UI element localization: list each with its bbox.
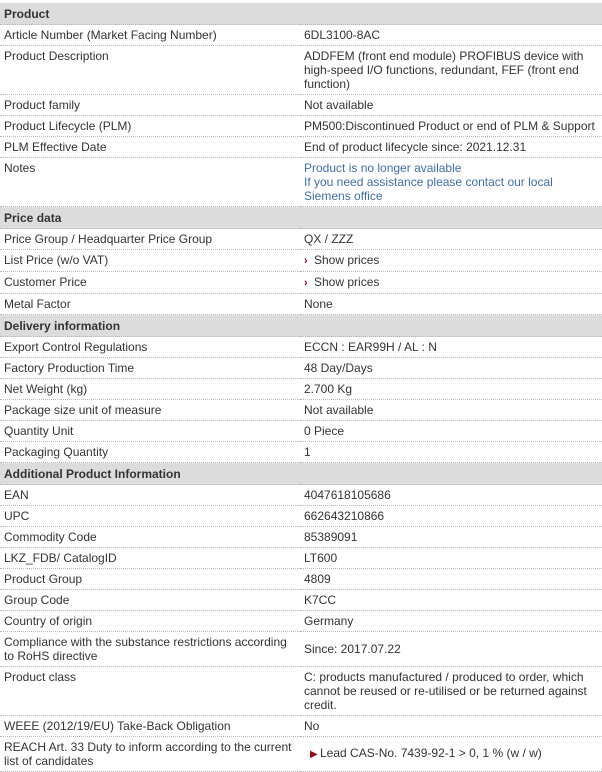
contact-siemens-office-link[interactable]: If you need assistance please contact our local Siemens office [304, 175, 553, 203]
row-product-description [0, 46, 602, 95]
price-group-value: QX / ZZZ [300, 229, 602, 250]
rohs-compliance-value: Since: 2017.07.22 [300, 632, 602, 667]
country-of-origin-value: Germany [300, 611, 602, 632]
row-metal-factor [0, 294, 602, 315]
article-number-value: 6DL3100-8AC [300, 25, 602, 46]
row-label: Product family [0, 95, 300, 116]
triangle-right-icon: ▶ [310, 749, 318, 760]
metal-factor-value: None [300, 294, 602, 315]
row-net-weight [0, 379, 602, 400]
list-price-value [300, 250, 602, 272]
row-label: Price Group / Headquarter Price Group [0, 229, 300, 250]
notes-value [300, 158, 602, 207]
product-description-value: ADDFEM (front end module) PROFIBUS device with high-speed I/O functions, redundant, FEF (front end function) [300, 46, 602, 95]
reach-value [300, 737, 602, 772]
row-label: LKZ_FDB/ CatalogID [0, 548, 300, 569]
row-country-of-origin [0, 611, 602, 632]
commodity-code-value: 85389091 [300, 527, 602, 548]
row-packaging-quantity [0, 442, 602, 463]
customer-price-value [300, 272, 602, 294]
row-label: Group Code [0, 590, 300, 611]
row-weee [0, 716, 602, 737]
row-label: List Price (w/o VAT) [0, 250, 300, 272]
row-product-lifecycle [0, 116, 602, 137]
row-list-price [0, 250, 602, 272]
row-label: Product Lifecycle (PLM) [0, 116, 300, 137]
weee-value: No [300, 716, 602, 737]
product-lifecycle-value: PM500:Discontinued Product or end of PLM & Support [300, 116, 602, 137]
no-longer-available-link[interactable]: Product is no longer available [304, 161, 462, 175]
chevron-right-icon: › [304, 277, 308, 289]
row-commodity-code [0, 527, 602, 548]
link-label: Show prices [314, 253, 380, 267]
row-ean [0, 485, 602, 506]
row-label: Factory Production Time [0, 358, 300, 379]
row-upc [0, 506, 602, 527]
row-label: REACH Art. 33 Duty to inform according to the current list of candidates [0, 737, 300, 772]
factory-production-time-value: 48 Day/Days [300, 358, 602, 379]
product-class-value: C: products manufactured / produced to order, which cannot be reused or re-utilised or be returned against credit. [300, 667, 602, 716]
row-rohs-compliance [0, 632, 602, 667]
row-article-number [0, 25, 602, 46]
row-label: Product Group [0, 569, 300, 590]
plm-effective-date-value: End of product lifecycle since: 2021.12.31 [300, 137, 602, 158]
show-list-prices-link[interactable] [304, 253, 379, 267]
row-label: Article Number (Market Facing Number) [0, 25, 300, 46]
package-size-value: Not available [300, 400, 602, 421]
row-label: Customer Price [0, 272, 300, 294]
section-header-price-data [0, 207, 602, 229]
row-price-group [0, 229, 602, 250]
catalog-id-value: LT600 [300, 548, 602, 569]
section-title: Product [0, 3, 602, 25]
row-export-control [0, 337, 602, 358]
product-family-value: Not available [300, 95, 602, 116]
row-label: Country of origin [0, 611, 300, 632]
row-label: Export Control Regulations [0, 337, 300, 358]
row-label: Quantity Unit [0, 421, 300, 442]
row-product-class [0, 667, 602, 716]
chevron-right-icon: › [304, 255, 308, 267]
reach-info-link[interactable] [310, 746, 542, 760]
group-code-value: K7CC [300, 590, 602, 611]
row-label: Net Weight (kg) [0, 379, 300, 400]
row-label: UPC [0, 506, 300, 527]
net-weight-value: 2.700 Kg [300, 379, 602, 400]
row-label: Metal Factor [0, 294, 300, 315]
row-reach [0, 737, 602, 772]
row-notes [0, 158, 602, 207]
section-header-delivery-information [0, 315, 602, 337]
section-header-additional-product-information [0, 463, 602, 485]
packaging-quantity-value: 1 [300, 442, 602, 463]
upc-value: 662643210866 [300, 506, 602, 527]
row-product-family [0, 95, 602, 116]
section-title: Additional Product Information [0, 463, 602, 485]
quantity-unit-value: 0 Piece [300, 421, 602, 442]
section-header-product [0, 3, 602, 25]
export-control-value: ECCN : EAR99H / AL : N [300, 337, 602, 358]
show-customer-prices-link[interactable] [304, 275, 379, 289]
row-label: Product Description [0, 46, 300, 95]
row-label: PLM Effective Date [0, 137, 300, 158]
row-product-group [0, 569, 602, 590]
row-label: Product class [0, 667, 300, 716]
row-label: EAN [0, 485, 300, 506]
link-label: Show prices [314, 275, 380, 289]
row-label: Notes [0, 158, 300, 207]
section-title: Price data [0, 207, 602, 229]
row-plm-effective-date [0, 137, 602, 158]
product-spec-table [0, 3, 602, 772]
ean-value: 4047618105686 [300, 485, 602, 506]
row-quantity-unit [0, 421, 602, 442]
row-factory-production-time [0, 358, 602, 379]
row-label: WEEE (2012/19/EU) Take-Back Obligation [0, 716, 300, 737]
row-group-code [0, 590, 602, 611]
row-label: Commodity Code [0, 527, 300, 548]
link-label: Lead CAS-No. 7439-92-1 > 0, 1 % (w / w) [320, 746, 542, 760]
row-customer-price [0, 272, 602, 294]
section-title: Delivery information [0, 315, 602, 337]
product-group-value: 4809 [300, 569, 602, 590]
row-catalog-id [0, 548, 602, 569]
row-label: Package size unit of measure [0, 400, 300, 421]
row-package-size [0, 400, 602, 421]
row-label: Compliance with the substance restrictions according to RoHS directive [0, 632, 300, 667]
row-label: Packaging Quantity [0, 442, 300, 463]
